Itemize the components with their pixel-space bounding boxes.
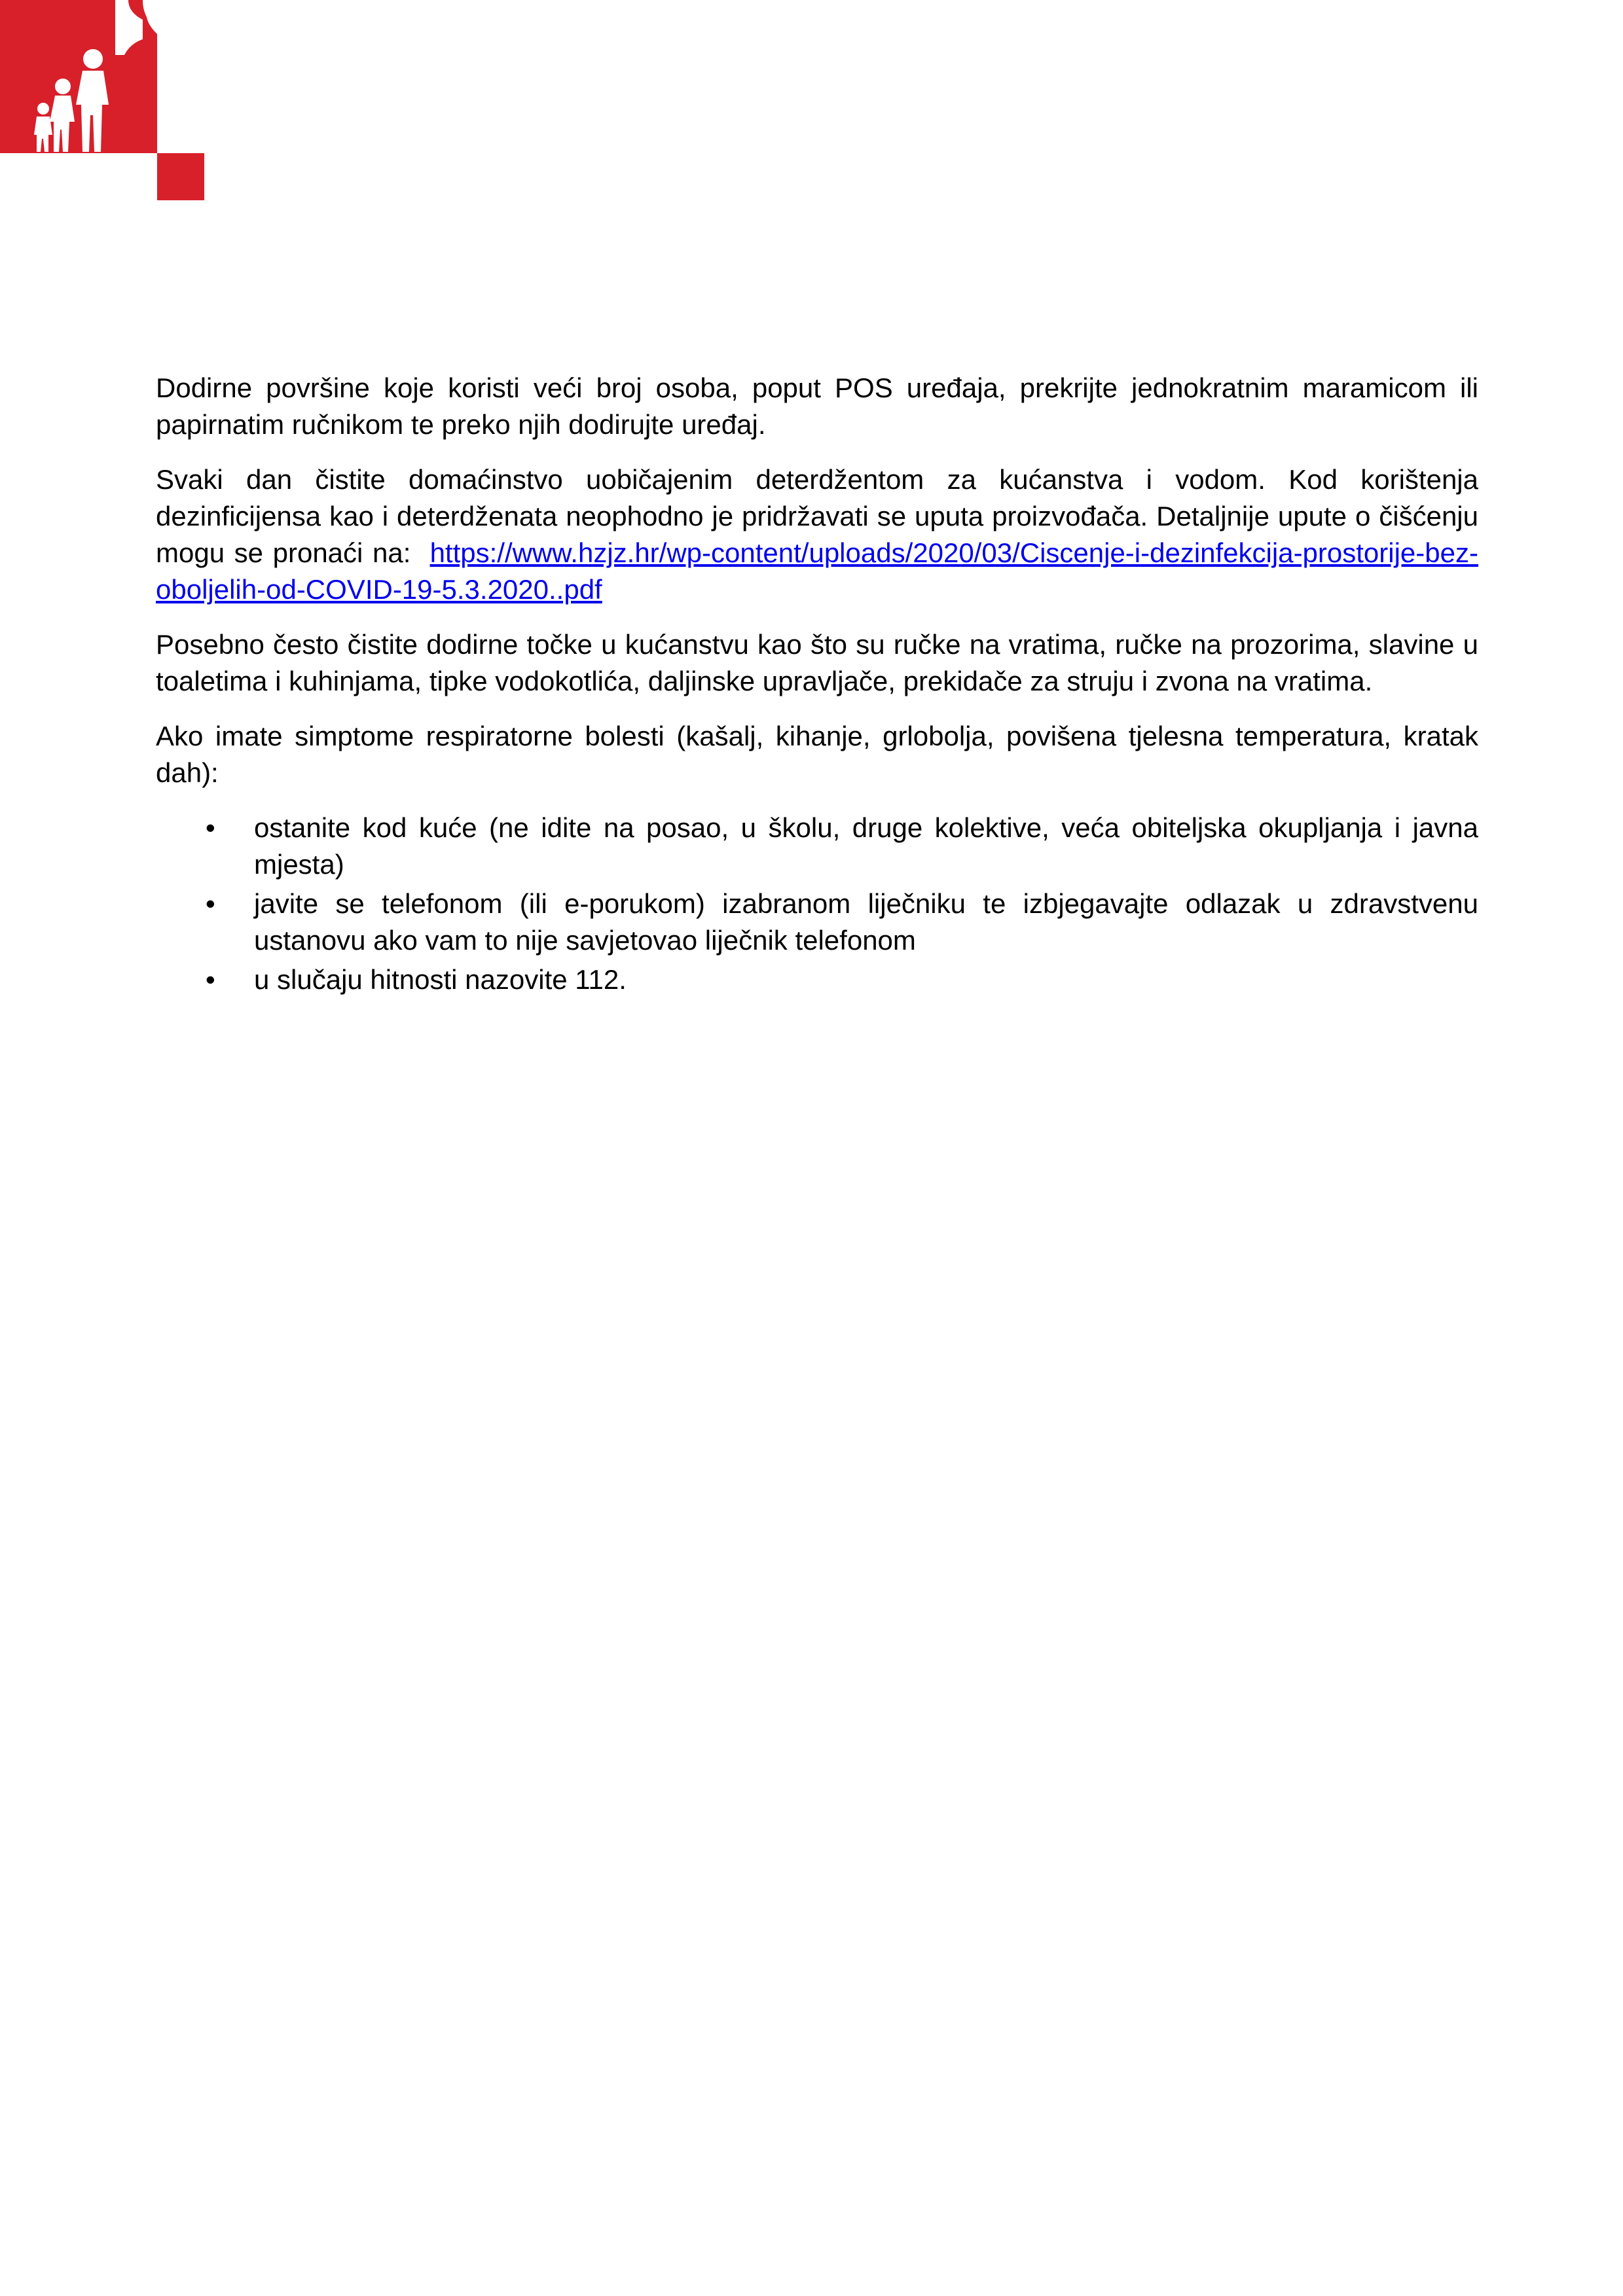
- paragraph-daily-cleaning: [156, 461, 1478, 608]
- list-item: [156, 810, 1478, 883]
- bullet-icon: •: [206, 812, 215, 843]
- family-silhouette-logo-icon: [0, 0, 210, 209]
- paragraph-symptoms: Ako imate simptome respiratorne bolesti (kašalj, kihanje, grlobolja, povišena tjelesna temperatura, kratak dah):: [156, 721, 1478, 788]
- cleaning-instructions-link[interactable]: https://www.hzjz.hr/wp-content/uploads/2020/03/Ciscenje-i-dezinfekcija-prostorije-bez-oboljelih-od-COVID-19-5.3.2020..pdf: [156, 537, 1478, 605]
- paragraph-contact-points: Posebno često čistite dodirne točke u kućanstvu kao što su ručke na vratima, ručke na prozorima, slavine u toaletima i kuhinjama, tipke vodokotlića, daljinske upravljače, prekidače za struju i zvona na vratima.: [156, 629, 1478, 696]
- list-item-text: u slučaju hitnosti nazovite 112.: [254, 964, 627, 995]
- list-item-text: ostanite kod kuće (ne idite na posao, u školu, druge kolektive, veća obiteljska okupljanja i javna mjesta): [254, 812, 1478, 880]
- bullet-icon: •: [206, 888, 215, 919]
- symptom-instructions-list: [156, 810, 1478, 998]
- list-item: [156, 886, 1478, 959]
- paragraph-daily-cleaning-text: Svaki dan čistite domaćinstvo uobičajenim deterdžentom za kućanstva i vodom. Kod korištenja dezinficijensa kao i deterdženata neophodno je pridržavati se uputa proizvođača. Detaljnije upute o čišćenju mogu se pronaći na:: [156, 464, 1478, 568]
- list-item: [156, 961, 1478, 998]
- bullet-icon: •: [206, 964, 215, 995]
- list-item-text: javite se telefonom (ili e-porukom) izabranom liječniku te izbjegavajte odlazak u zdravstvenu ustanovu ako vam to nije savjetovao liječnik telefonom: [254, 888, 1478, 956]
- document-body: [156, 370, 1478, 1001]
- paragraph-touch-surfaces: Dodirne površine koje koristi veći broj osoba, poput POS uređaja, prekrijte jednokratnim maramicom ili papirnatim ručnikom te preko njih dodirujte uređaj.: [156, 372, 1478, 440]
